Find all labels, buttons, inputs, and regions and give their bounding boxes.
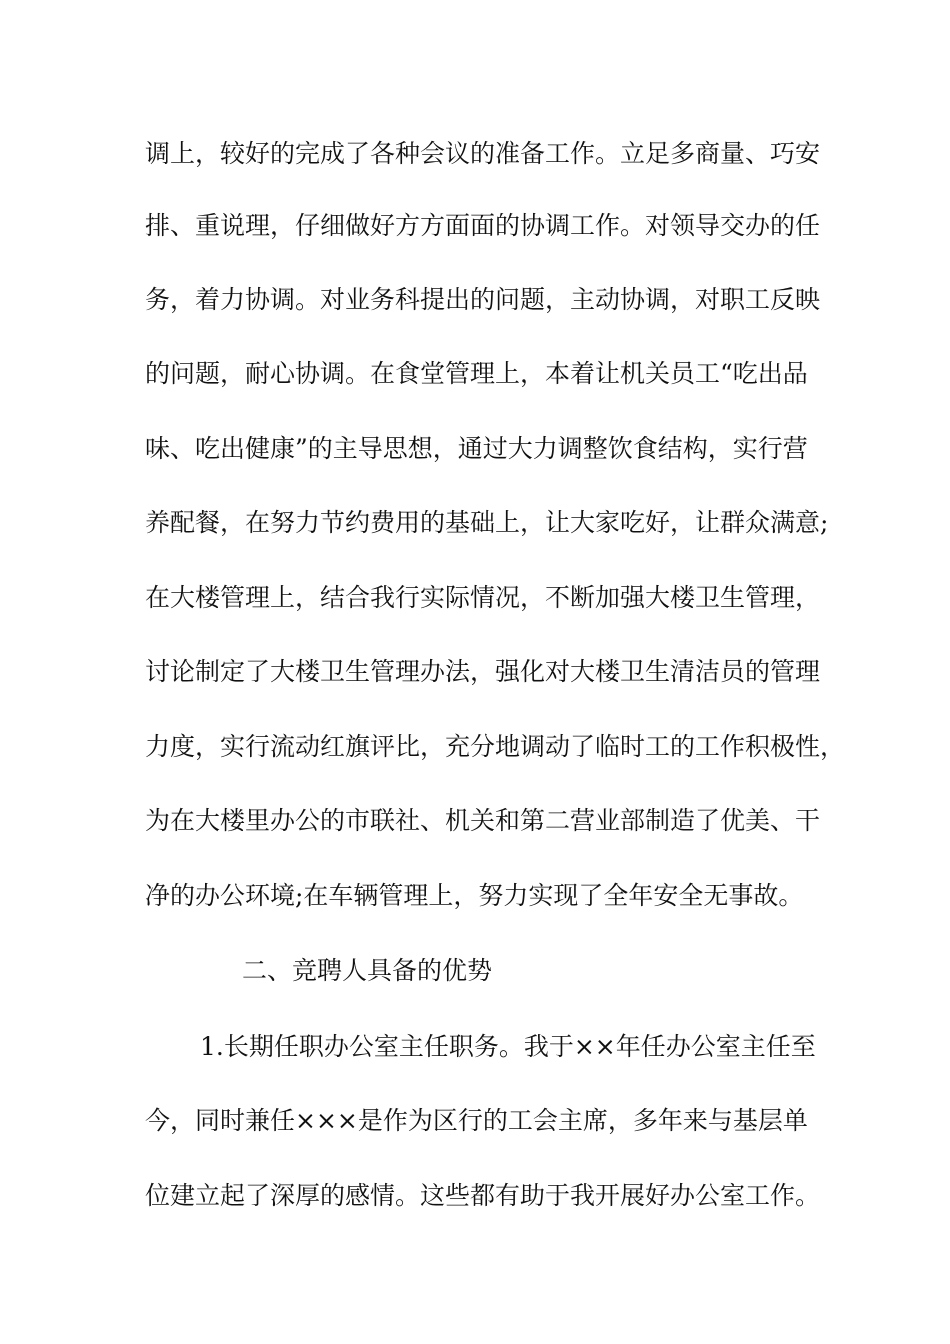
para2-line-1: 1.长期任职办公室主任职务。我于××年任办公室主任至 bbox=[200, 1032, 816, 1061]
para2-line-3: 位建立起了深厚的感情。这些都有助于我开展好办公室工作。 bbox=[145, 1181, 821, 1210]
para2-line-2: 今，同时兼任×××是作为区行的工会主席，多年来与基层单 bbox=[145, 1106, 808, 1135]
body-line-4: 的问题，耐心协调。在食堂管理上，本着让机关员工“吃出品 bbox=[145, 359, 808, 388]
body-line-7: 在大楼管理上，结合我行实际情况，不断加强大楼卫生管理， bbox=[145, 583, 821, 612]
section-heading: 二、竞聘人具备的优势 bbox=[242, 956, 493, 985]
body-line-5: 味、吃出健康”的主导思想，通过大力调整饮食结构，实行营 bbox=[145, 434, 808, 463]
body-line-1: 调上，较好的完成了各种会议的准备工作。立足多商量、巧安 bbox=[145, 139, 821, 168]
body-line-3: 务，着力协调。对业务科提出的问题，主动协调，对职工反映 bbox=[145, 285, 821, 314]
body-line-11: 净的办公环境;在车辆管理上，努力实现了全年安全无事故。 bbox=[145, 881, 804, 910]
body-line-6: 养配餐，在努力节约费用的基础上，让大家吃好，让群众满意; bbox=[145, 508, 829, 537]
body-line-10: 为在大楼里办公的市联社、机关和第二营业部制造了优美、干 bbox=[145, 806, 821, 835]
body-line-9: 力度，实行流动红旗评比，充分地调动了临时工的工作积极性， bbox=[145, 732, 846, 761]
body-line-8: 讨论制定了大楼卫生管理办法，强化对大楼卫生清洁员的管理 bbox=[145, 657, 821, 686]
body-line-2: 排、重说理，仔细做好方方面面的协调工作。对领导交办的任 bbox=[145, 211, 821, 240]
